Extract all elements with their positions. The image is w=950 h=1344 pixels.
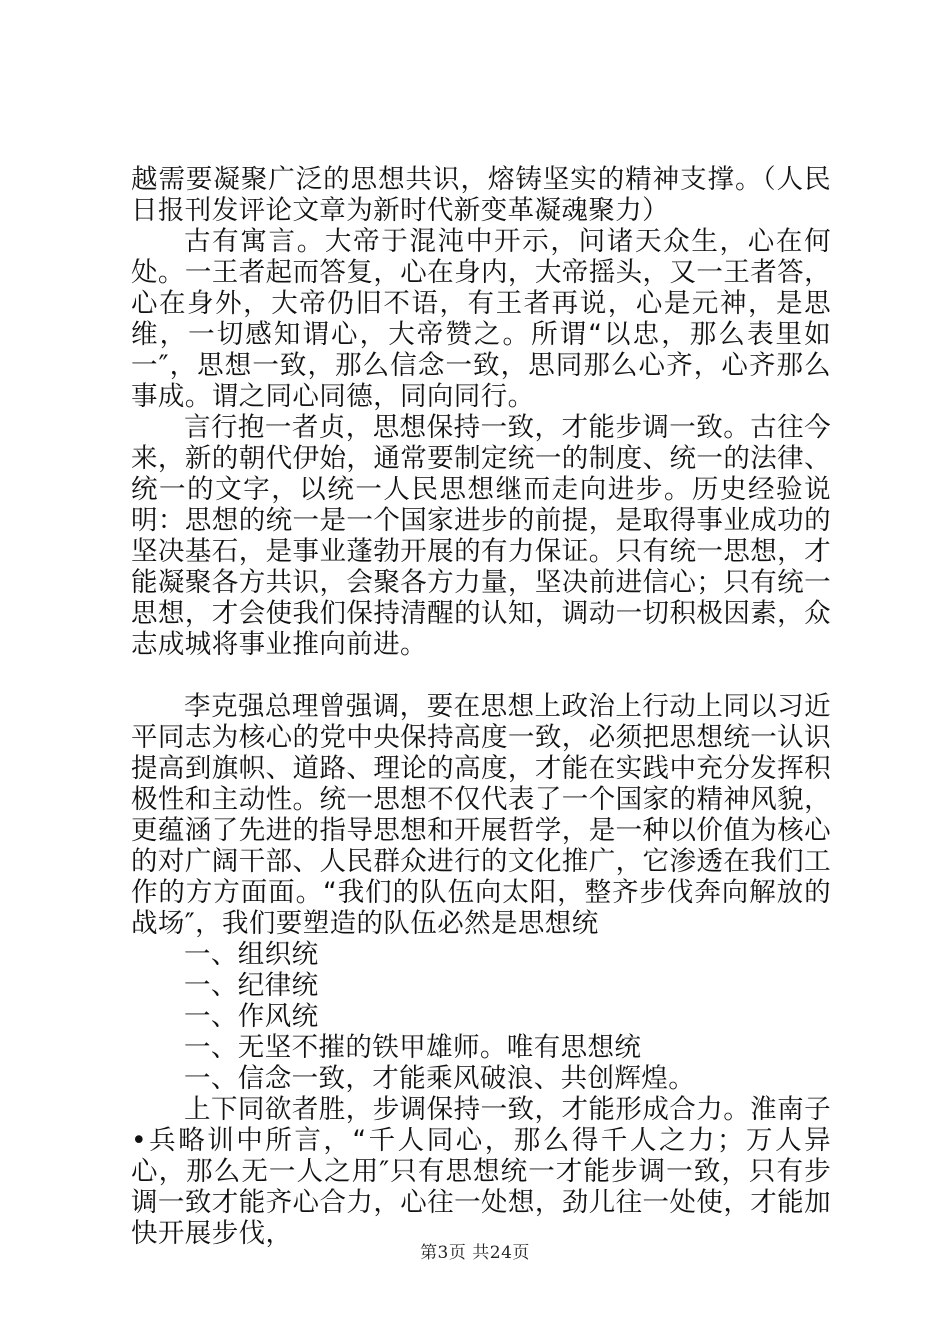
- list-item-discipline: 一、纪律统: [184, 970, 319, 1001]
- paragraph-1: 越需要凝聚广泛的思想共识，熔铸坚实的精神支撑。（人民日报刊发评论文章为新时代新变革凝魂聚力）: [131, 164, 831, 226]
- paragraph-2: 古有寓言。大帝于混沌中开示，问诸天众生，心在何处。一王者起而答复，心在身内，大帝摇头，又一王者答，心在身外，大帝仍旧不语，有王者再说，心是元神，是思维，一切感知谓心，大帝赞之。所谓“以忠，那么表里如一″，思想一致，那么信念一致，思同那么心齐，心齐那么事成。谓之同心同德，同向同行。: [131, 226, 831, 412]
- document-body: [131, 164, 831, 1249]
- list-item-organization: 一、组织统: [184, 939, 319, 970]
- list-item-style: 一、作风统: [184, 1001, 319, 1032]
- paragraph-4: 李克强总理曾强调，要在思想上政治上行动上同以习近平同志为核心的党中央保持高度一致，必须把思想统一认识提高到旗帜、道路、理论的高度，才能在实践中充分发挥积极性和主动性。统一思想不仅代表了一个国家的精神风貌，更蕴涵了先进的指导思想和开展哲学，是一种以价值为核心的对广阔干部、人民群众进行的文化推广，它渗透在我们工作的方方面面。“我们的队伍向太阳，整齐步伐奔向解放的战场″，我们要塑造的队伍必然是思想统: [131, 691, 831, 939]
- paragraph-5: 上下同欲者胜，步调保持一致，才能形成合力。淮南子•兵略训中所言，“千人同心，那么得千人之力；万人异心，那么无一人之用″只有思想统一才能步调一致，只有步调一致才能齐心合力，心往一处想，劲儿往一处使，才能加快开展步伐，: [131, 1094, 831, 1249]
- list-item-army: 一、无坚不摧的铁甲雄师。唯有思想统: [184, 1032, 642, 1063]
- paragraph-3: 言行抱一者贞，思想保持一致，才能步调一致。古往今来，新的朝代伊始，通常要制定统一的制度、统一的法律、统一的文字，以统一人民思想继而走向进步。历史经验说明：思想的统一是一个国家进步的前提，是取得事业成功的坚决基石，是事业蓬勃开展的有力保证。只有统一思想，才能凝聚各方共识，会聚各方力量，坚决前进信心；只有统一思想，才会使我们保持清醒的认知，调动一切积极因素，众志成城将事业推向前进。: [131, 412, 831, 660]
- page-number-footer: 第3页 共24页: [420, 1243, 530, 1263]
- list-item-belief: 一、信念一致，才能乘风破浪、共创辉煌。: [184, 1063, 696, 1094]
